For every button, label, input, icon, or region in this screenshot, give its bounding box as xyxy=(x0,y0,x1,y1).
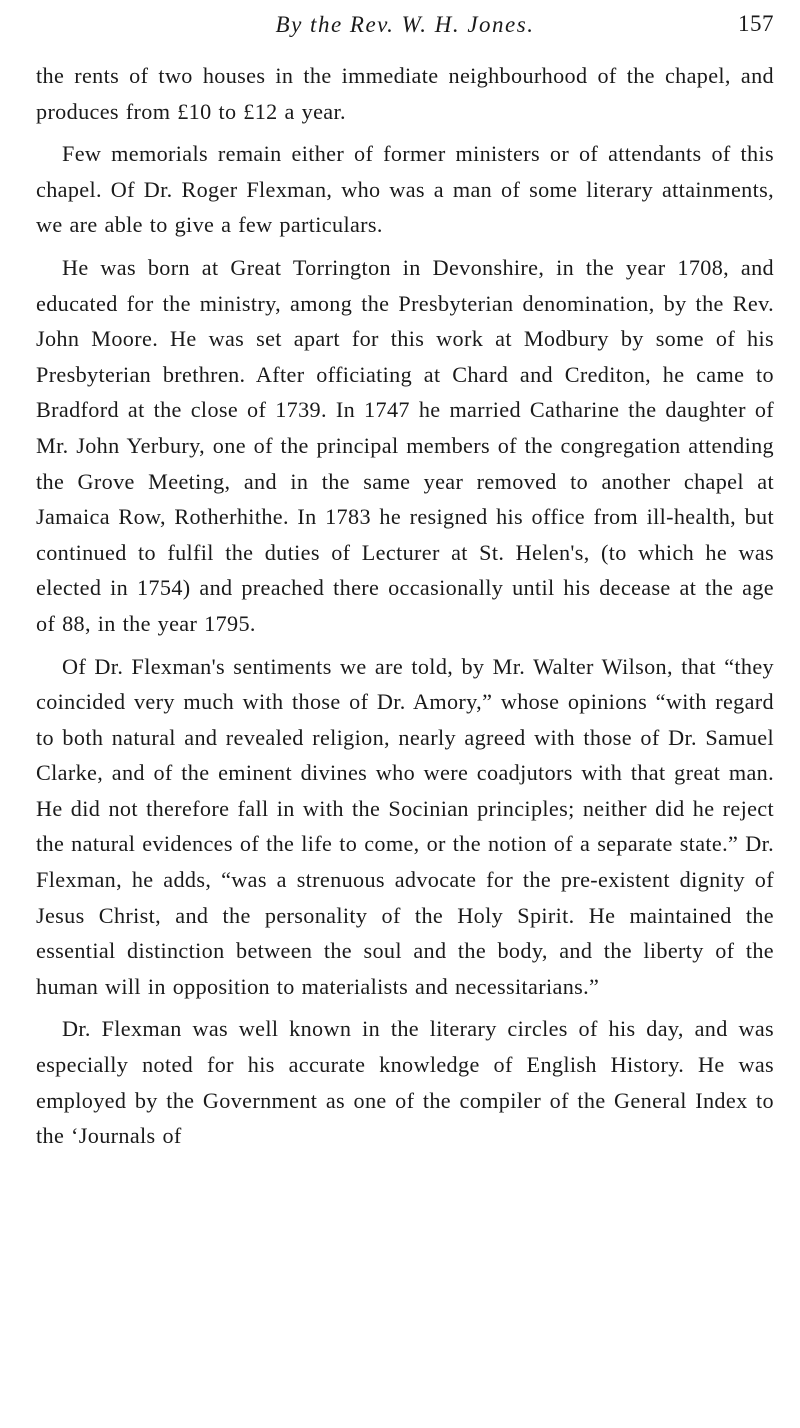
paragraph-biography: He was born at Great Torrington in Devonshire, in the year 1708, and educated for the ministry, among the Presbyterian denomination, by the Rev. John Moore. He was set apart for this work at Modbury by some of his Presbyterian brethren. After officiating at Chard and Crediton, he came to Bradford at the close of 1739. In 1747 he married Catharine the daughter of Mr. John Yerbury, one of the principal members of the congregation attending the Grove Meeting, and in the same year removed to another chapel at Jamaica Row, Rotherhithe. In 1783 he resigned his office from ill-health, but continued to fulfil the duties of Lecturer at St. Helen's, (to which he was elected in 1754) and preached there occasionally until his decease at the age of 88, in the year 1795. xyxy=(36,254,774,636)
paragraph-sentiments: Of Dr. Flexman's sentiments we are told, by Mr. Walter Wilson, that “they coincided very much with those of Dr. Amory,” whose opinions “with regard to both natural and revealed religion, nearly agreed with those of Dr. Samuel Clarke, and of the eminent divines who were coadjutors with that great man. He did not therefore fall in with the Socinian principles; neither did he reject the natural evidences of the life to come, or the notion of a separate state.” Dr. Flexman, he adds, “was a strenuous advocate for the pre-existent dignity of Jesus Christ, and the personality of the Holy Spirit. He maintained the essential distinction between the soul and the body, and the liberty of the human will in opposition to materialists and necessitarians.” xyxy=(36,653,774,999)
page-number: 157 xyxy=(738,11,774,36)
running-title: By the Rev. W. H. Jones. xyxy=(275,12,535,37)
paragraph-memorials: Few memorials remain either of former ministers or of attendants of this chapel. Of Dr. Roger Flexman, who was a man of some literary attainments, we are able to give a few particulars. xyxy=(36,141,774,238)
body-text xyxy=(36,58,774,1154)
paragraph-continuation: the rents of two houses in the immediate neighbourhood of the chapel, and produces from £10 to £12 a year. xyxy=(36,63,774,124)
running-header xyxy=(36,0,774,58)
paragraph-literary-circles: Dr. Flexman was well known in the literary circles of his day, and was especially noted for his accurate knowledge of English History. He was employed by the Government as one of the compiler of the General Index to the ‘Journals of xyxy=(36,1016,774,1149)
document-page xyxy=(36,0,774,1161)
